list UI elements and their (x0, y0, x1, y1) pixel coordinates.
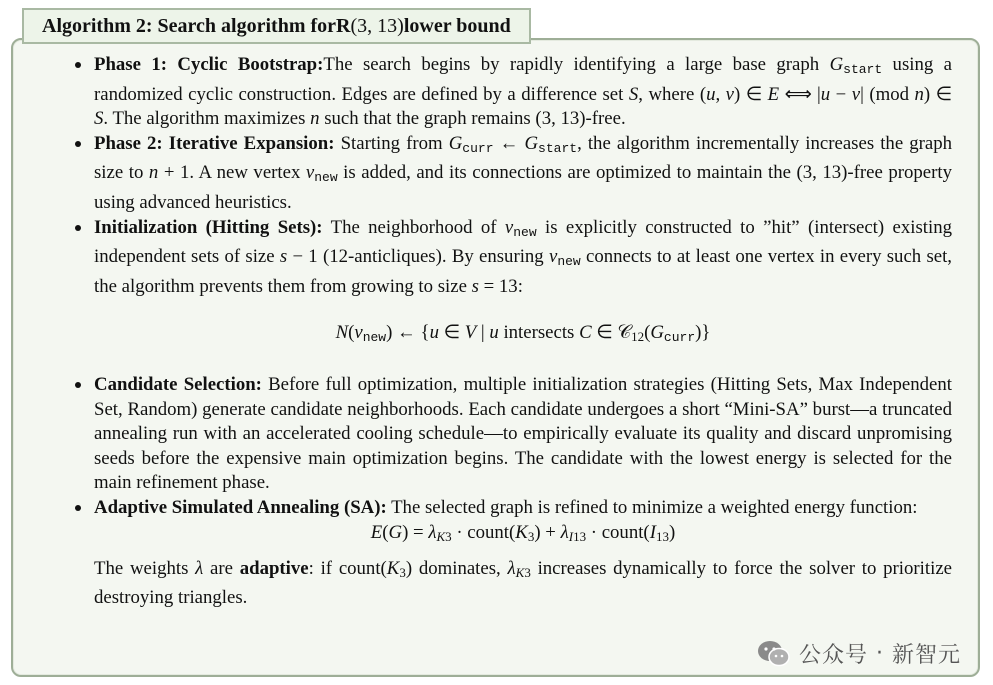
item-text: increases dynamically to force the solver to prioritize destroying triangles. (94, 558, 952, 608)
item-text: is added, and its connections are optimized to maintain the (3, 13)-free property using advanced heuristics. (94, 162, 952, 213)
math-op: · count( (451, 521, 516, 543)
math-op: ( (348, 322, 355, 344)
math-var: E (370, 521, 383, 543)
math-sub: start (538, 140, 578, 156)
item-label: Initialization (Hitting Sets): (94, 216, 323, 238)
item-label: Adaptive Simulated Annealing (SA): (94, 496, 387, 518)
math-var: v (504, 216, 514, 238)
equation-neighborhood (94, 321, 952, 351)
title-suffix: lower bound (403, 14, 511, 37)
item-bold: adaptive (239, 558, 309, 580)
math-var: G (524, 132, 539, 154)
math-sub: curr (663, 330, 696, 346)
item-text: ⟺ | (779, 83, 821, 105)
title-args: (3, 13) (350, 14, 404, 37)
math-sub: 3 (399, 565, 406, 581)
math-var: K (515, 521, 528, 543)
math-var: V (464, 322, 477, 344)
math-var: v (305, 162, 315, 184)
math-var: λ (428, 521, 437, 543)
bullet (75, 225, 81, 231)
math-op: ( (644, 322, 651, 344)
watermark-text: 公众号 (798, 643, 868, 668)
math-sub: new (362, 330, 387, 346)
math-op: ∈ (591, 322, 618, 344)
item-text: ) dominates, (405, 558, 508, 580)
math-var: I (568, 528, 574, 544)
math-sub (569, 529, 586, 544)
watermark (757, 638, 961, 669)
math-op: intersects (498, 322, 580, 344)
item-text: connects to at least one vertex in every such set, the algorithm prevents them from growing to size (94, 246, 952, 297)
math-var: 𝒞 (617, 322, 632, 344)
math-op: ) (668, 521, 676, 543)
math-sub: new (513, 224, 537, 240)
math-op: · count( (586, 521, 650, 543)
math-var: N (335, 322, 349, 344)
bullet (75, 141, 81, 147)
math-var: s (279, 246, 288, 268)
math-var: v (851, 83, 861, 105)
item-text: ← (493, 132, 525, 154)
bullet (75, 505, 81, 511)
math-var: G (829, 54, 844, 75)
item-text: The neighborhood of (322, 216, 505, 238)
math-var: v (725, 83, 735, 105)
math-var: s (471, 275, 479, 297)
math-op: ∈ (438, 322, 465, 344)
item-text: are (203, 558, 240, 580)
math-var: K (515, 565, 525, 581)
math-var: u (706, 83, 716, 105)
math-sub: new (314, 170, 338, 186)
math-var: v (354, 322, 363, 344)
item-text: using a randomized cyclic construction. Edges are defined by a difference set (94, 54, 952, 105)
list-item-adaptive-sa (70, 496, 952, 610)
item-label: Phase 2: Iterative Expansion: (94, 132, 335, 154)
math-var: u (429, 322, 439, 344)
item-text: + 1. A new vertex (158, 162, 306, 184)
math-op: ) ← { (386, 322, 430, 344)
item-text: The search begins by rapidly identifying a large base graph (323, 54, 830, 75)
algorithm-content (70, 53, 952, 610)
equation-energy (94, 521, 952, 550)
weights-paragraph (94, 557, 952, 610)
math-var: S (94, 108, 104, 130)
item-text: Before full optimization, multiple initialization strategies (Hitting Sets, Max Independent Set, Random) generate candidate neighborhoods. Each candidate undergoes a short “Mini-SA” burst—a truncated annealing run with an accelerated cooling schedule—to empirically evaluate its quality and discard unpromising seeds before the expensive main optimization begins. The candidate with the lowest energy is selected for the main refinement phase. (94, 373, 952, 494)
item-text: . The algorithm maximizes (103, 108, 311, 130)
list-item-phase-1 (70, 53, 952, 132)
item-text: | (mod (860, 83, 915, 105)
math-var: λ (195, 558, 204, 580)
math-var: λ (560, 521, 569, 543)
math-var: K (386, 558, 400, 580)
math-var: λ (507, 558, 516, 580)
math-var: I (649, 521, 656, 543)
item-label: Phase 1: Cyclic Bootstrap: (94, 54, 324, 75)
item-text: , where ( (638, 83, 707, 105)
bullet (75, 382, 81, 388)
math-var: S (628, 83, 639, 105)
item-text: ) ∈ (923, 83, 953, 105)
math-var: K (436, 528, 446, 544)
math-sub: 13 (655, 528, 669, 544)
math-op: , (715, 83, 726, 105)
math-var: G (388, 521, 403, 543)
math-op: )} (695, 322, 711, 344)
math-op: ) = (402, 521, 429, 543)
math-sub: 13 (573, 528, 587, 544)
item-text: The selected graph is refined to minimize a weighted energy function: (386, 496, 918, 518)
math-var: n (310, 108, 320, 130)
list-item-initialization (70, 216, 952, 351)
math-sub (516, 565, 531, 580)
list-item-candidate-selection (70, 373, 952, 496)
math-var: C (579, 322, 592, 344)
bullet (75, 62, 81, 68)
item-text: − 1 (12-anticliques). By ensuring (287, 246, 549, 268)
watermark-text: 新智元 (891, 643, 961, 668)
math-op: ) + (534, 521, 561, 543)
math-sub: 3 (445, 528, 452, 544)
item-text: , the algorithm incrementally increases the graph size to (94, 132, 952, 184)
algorithm-title (22, 8, 531, 44)
math-var: G (650, 322, 664, 344)
wechat-icon (757, 640, 791, 668)
item-text: ) ∈ (734, 83, 768, 105)
math-sub (436, 529, 451, 544)
math-op: − (830, 83, 852, 105)
item-text: such that the graph remains (3, 13)-free. (319, 108, 626, 130)
math-op: | (476, 322, 490, 344)
math-sub: start (843, 62, 883, 77)
math-var: n (148, 162, 159, 184)
title-prefix: Algorithm 2: Search algorithm for (42, 14, 337, 37)
list-item-phase-2 (70, 132, 952, 216)
item-text: is explicitly constructed to ”hit” (intersect) existing independent sets of size (94, 216, 952, 268)
math-var: u (820, 83, 831, 105)
math-sub: 12 (631, 329, 645, 345)
item-text: : if count( (308, 558, 387, 580)
item-text: The weights (94, 558, 196, 580)
math-sub: curr (462, 140, 494, 156)
math-var: G (448, 132, 463, 154)
math-sub: 3 (524, 565, 531, 581)
math-op: ( (382, 521, 389, 543)
math-var: v (548, 246, 558, 268)
math-sub: 3 (527, 528, 535, 544)
watermark-dot: · (875, 641, 884, 666)
math-sub: new (557, 254, 581, 270)
item-text: Starting from (334, 132, 449, 154)
math-var: u (489, 322, 499, 344)
item-text: = 13: (478, 275, 523, 297)
math-var: E (767, 83, 780, 105)
math-var: n (914, 83, 924, 105)
title-r: R (336, 14, 351, 37)
item-label: Candidate Selection: (94, 373, 262, 395)
